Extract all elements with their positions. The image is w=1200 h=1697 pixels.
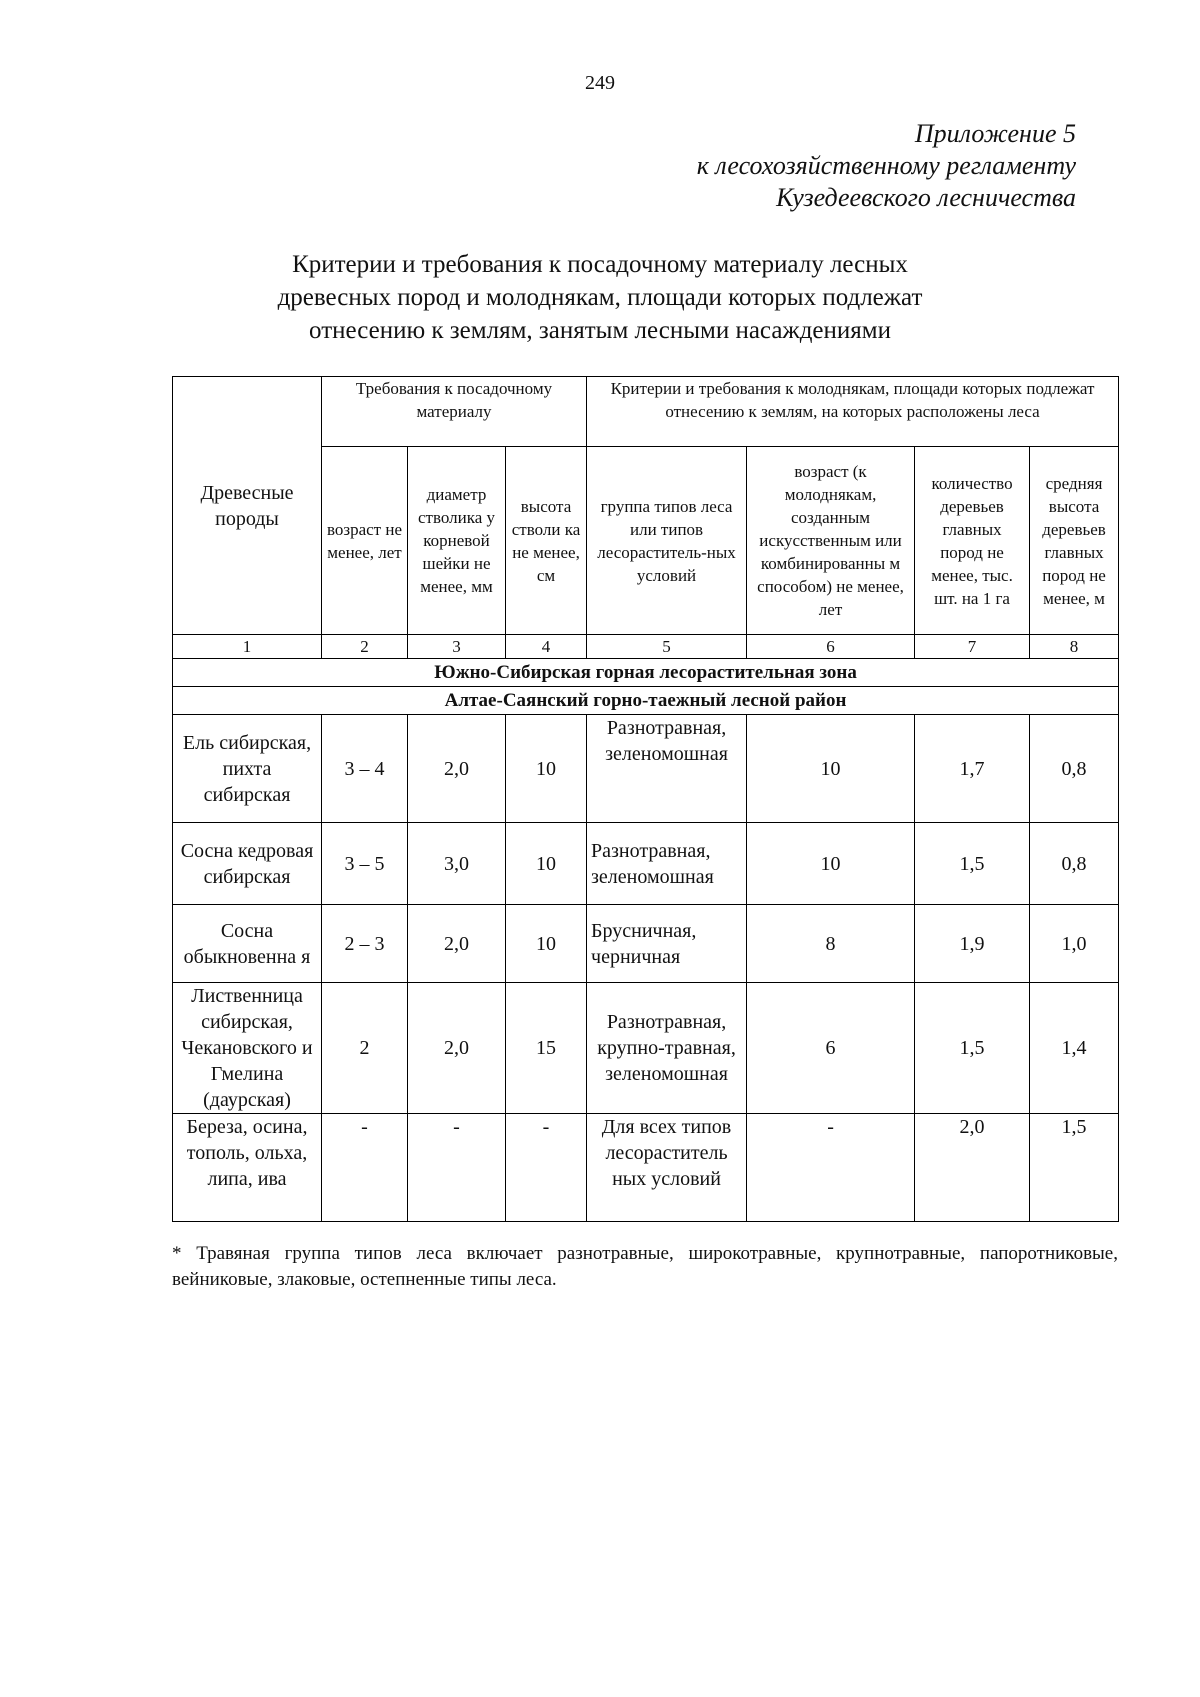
appendix-line: Приложение 5 [914, 119, 1076, 148]
header-planting-material: Требования к посадочному материалу [322, 377, 587, 447]
table-row [173, 715, 1119, 823]
column-number: 7 [915, 635, 1030, 659]
column-number: 4 [506, 635, 587, 659]
species-cell: Ель сибирская, пихта сибирская [173, 715, 322, 823]
header-young-age: возраст (к молоднякам, созданным искусственным или комбинированны м способом) не менее, лет [747, 447, 915, 635]
diameter-cell: 2,0 [408, 905, 506, 983]
tree-count-cell: 1,5 [915, 823, 1030, 905]
diameter-cell: - [408, 1114, 506, 1222]
header-species: Древесные породы [173, 377, 322, 635]
column-number: 1 [173, 635, 322, 659]
appendix-note [697, 118, 1076, 214]
criteria-table [172, 376, 1119, 1222]
header-young-stands: Критерии и требования к молоднякам, площади которых подлежат отнесению к землям, на которых расположены леса [587, 377, 1119, 447]
appendix-line: Кузедеевского лесничества [776, 183, 1076, 212]
forest-type-cell: Для всех типов лесораститель ных условий [587, 1114, 747, 1222]
column-number: 6 [747, 635, 915, 659]
height-cell: 15 [506, 983, 587, 1114]
region-heading: Алтае-Саянский горно-таежный лесной район [173, 687, 1119, 715]
average-height-cell: 0,8 [1030, 715, 1119, 823]
title-line: Критерии и требования к посадочному материалу лесных [292, 251, 908, 278]
header-height: высота стволи ка не менее, см [506, 447, 587, 635]
forest-type-cell: Брусничная, черничная [587, 905, 747, 983]
forest-type-cell: Разнотравная, зеленомошная [587, 823, 747, 905]
age-cell: 3 – 5 [322, 823, 408, 905]
header-average-height: средняя высота деревьев главных пород не менее, м [1030, 447, 1119, 635]
column-number: 5 [587, 635, 747, 659]
height-cell: 10 [506, 823, 587, 905]
average-height-cell: 1,0 [1030, 905, 1119, 983]
species-cell: Сосна кедровая сибирская [173, 823, 322, 905]
tree-count-cell: 1,7 [915, 715, 1030, 823]
tree-count-cell: 1,5 [915, 983, 1030, 1114]
appendix-line: к лесохозяйственному регламенту [696, 151, 1076, 180]
young-age-cell: - [747, 1114, 915, 1222]
young-age-cell: 6 [747, 983, 915, 1114]
age-cell: 3 – 4 [322, 715, 408, 823]
column-number: 8 [1030, 635, 1119, 659]
diameter-cell: 3,0 [408, 823, 506, 905]
table-row [173, 1114, 1119, 1222]
table-row [173, 983, 1119, 1114]
header-forest-type: группа типов леса или типов лесораститель-ных условий [587, 447, 747, 635]
column-number: 3 [408, 635, 506, 659]
species-cell: Сосна обыкновенна я [173, 905, 322, 983]
document-title [150, 248, 1050, 347]
table-row [173, 905, 1119, 983]
header-diameter: диаметр стволика у корневой шейки не менее, мм [408, 447, 506, 635]
header-tree-count: количество деревьев главных пород не менее, тыс. шт. на 1 га [915, 447, 1030, 635]
page-number: 249 [585, 72, 615, 94]
forest-type-cell: Разнотравная, зеленомошная [587, 715, 747, 823]
height-cell: 10 [506, 905, 587, 983]
average-height-cell: 1,4 [1030, 983, 1119, 1114]
title-line: древесных пород и молоднякам, площади которых подлежат [277, 284, 923, 311]
young-age-cell: 8 [747, 905, 915, 983]
age-cell: 2 – 3 [322, 905, 408, 983]
header-age: возраст не менее, лет [322, 447, 408, 635]
diameter-cell: 2,0 [408, 983, 506, 1114]
age-cell: 2 [322, 983, 408, 1114]
height-cell: - [506, 1114, 587, 1222]
title-line: отнесению к землям, занятым лесными насаждениями [309, 317, 891, 344]
zone-heading: Южно-Сибирская горная лесорастительная зона [173, 659, 1119, 687]
species-cell: Лиственница сибирская, Чекановского и Гмелина (даурская) [173, 983, 322, 1114]
column-number: 2 [322, 635, 408, 659]
table-row [173, 823, 1119, 905]
diameter-cell: 2,0 [408, 715, 506, 823]
average-height-cell: 0,8 [1030, 823, 1119, 905]
footnote: * Травяная группа типов леса включает разнотравные, широкотравные, крупнотравные, папоротниковые, вейниковые, злаковые, остепненные типы леса. [172, 1243, 1118, 1290]
young-age-cell: 10 [747, 823, 915, 905]
species-cell: Береза, осина, тополь, ольха, липа, ива [173, 1114, 322, 1222]
height-cell: 10 [506, 715, 587, 823]
young-age-cell: 10 [747, 715, 915, 823]
tree-count-cell: 1,9 [915, 905, 1030, 983]
forest-type-cell: Разнотравная, крупно-травная, зеленомошная [587, 983, 747, 1114]
age-cell: - [322, 1114, 408, 1222]
tree-count-cell: 2,0 [915, 1114, 1030, 1222]
average-height-cell: 1,5 [1030, 1114, 1119, 1222]
